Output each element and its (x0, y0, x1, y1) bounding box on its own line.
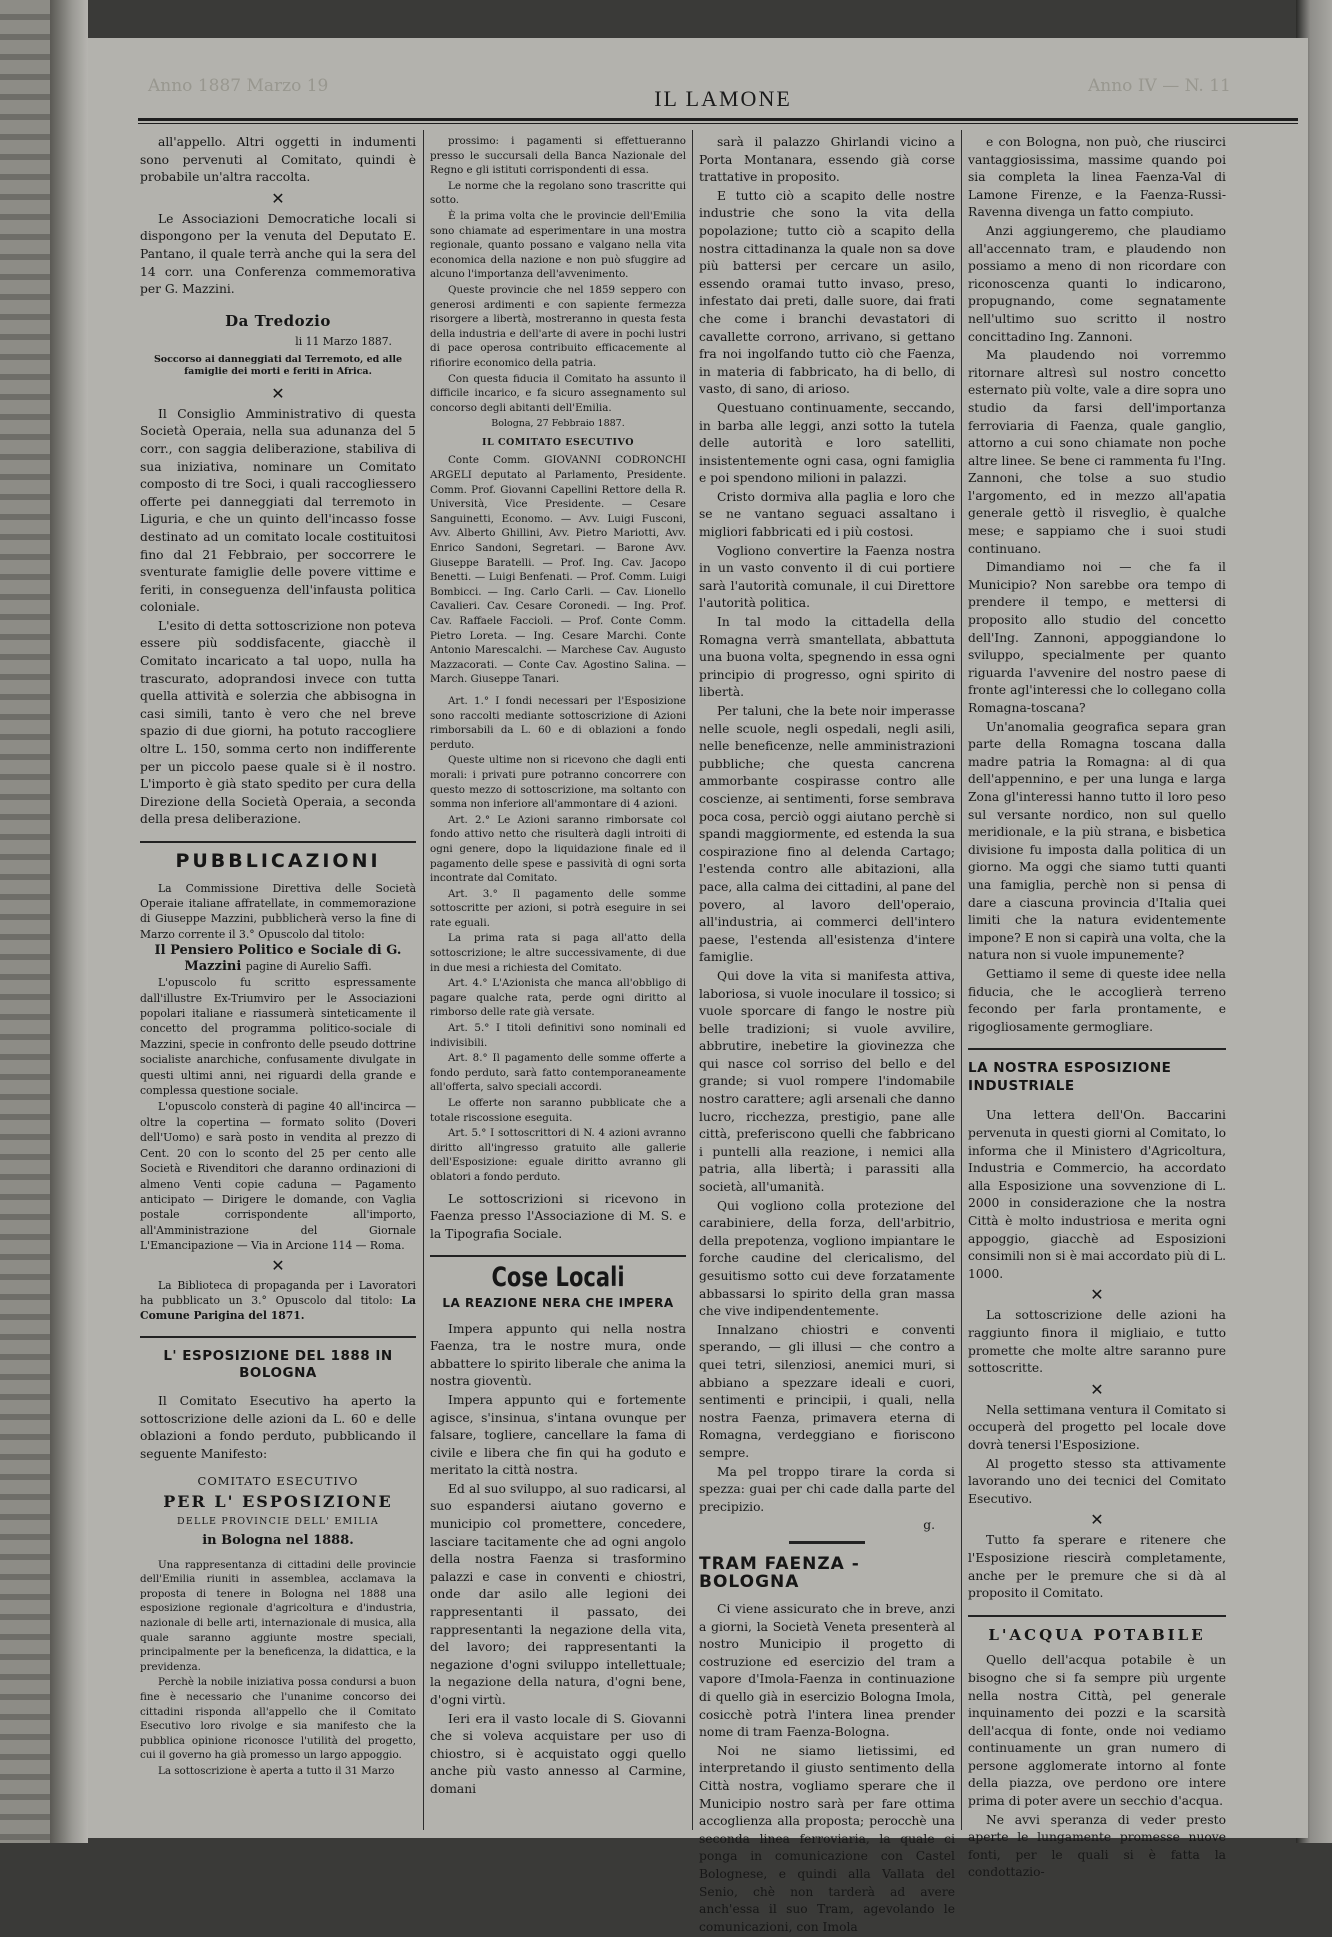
separator-cross: ✕ (1090, 1510, 1104, 1530)
article: La prima rata si paga all'atto della sottoscrizione; le altre successivamente, di due in due mesi a richiesta del Comitato. (430, 932, 686, 974)
paragraph: L'opuscolo fu scritto espressamente dall'illustre Ex-Triumviro per le Associazioni popolari italiane e riassumerà sinteticamente il concetto del programma politico-sociale di Mazzini, specie in confronto delle pseudo dottrine socialiste anarchiche, confusamente divulgate in questi ultimi anni, nei riguardi della grande e complessa questione sociale. (140, 976, 416, 1098)
paragraph: Noi ne siamo lietissimi, ed interpretando il giusto sentimento della Città nostra, vogliamo sperare che il Municipio nostro sarà per fare ottima accoglienza alla proposta; perocchè una seconda linea ferroviaria, la quale ci ponga in comunicazione con Castel Bolognese, e quindi alla Vallata del Senio, chè non tarderà ad avere anch'essa il suo Tram, agevolando le comunicazioni, con Imola (699, 1743, 955, 1934)
section-rule (968, 1048, 1226, 1050)
paragraph: Queste provincie che nel 1859 seppero con generosi ardimenti e con sapiente fermezza risorgere a libertà, mostreranno in questa festa della industria e dell'arte di avere in pochi lustri di pace operosa contribuito efficacemente al rifiorire economico della patria. (430, 283, 686, 369)
committee-heading: IL COMITATO ESECUTIVO (482, 436, 634, 448)
separator-cross: ✕ (1090, 1285, 1104, 1305)
book-spine (0, 0, 50, 1843)
paragraph: Il Consiglio Amministrativo di questa Società Operaia, nella sua adunanza del 5 corr., con saggia deliberazione, stabiliva di sua iniziativa, nominare un Comitato composto di tre Soci, i quali raccogliessero offerte pei danneggiati dal terremoto in Liguria, e che un quinto dell'incasso fosse destinato ad un comitato locale costituitosi fino dal 21 Febbraio, per soccorrere le sventurate famiglie delle povere vittime e feriti, in conseguenza dell'infausta politica coloniale. (140, 406, 416, 615)
article: Art. 2.° Le Azioni saranno rimborsate col fondo attivo netto che risulterà dagli introiti di ogni genere, dopo la liquidazione finale ed il pagamento delle spese e passività di ogni sorta incontrate dal Comitato. (430, 813, 686, 885)
section-rule (430, 1255, 686, 1257)
dateline: Bologna, 27 Febbraio 1887. (491, 418, 625, 430)
paragraph: Ne avvi speranza di veder presto aperte le lungamente promesse nuove fonti, per le quali si è fatta la condottazio- (968, 1812, 1226, 1880)
paragraph: Dimandiamo noi — che fa il Municipio? Non sarebbe ora tempo di prendere il tempo, e mettersi di proposito allo studio del concetto dell'Ing. Zannoni, appoggiandone lo sviluppo, specialmente per quanto riguarda l'avvenire del nostro paese di fronte agl'interessi che lo collegano colla Romagna-toscana? (968, 560, 1226, 715)
column-2 (430, 134, 686, 1800)
paragraph: Vogliono convertire la Faenza nostra in un vasto convento il di cui portiere sarà l'autorità comunale, il cui Direttore l'autorità politica. (699, 543, 955, 611)
column-divider-1 (423, 130, 424, 1830)
heading-tram: TRAM FAENZA - BOLOGNA (699, 1553, 860, 1592)
show-through-text-left: Anno 1887 Marzo 19 (148, 76, 329, 96)
article: Art. 4.° L'Azionista che manca all'obbligo di pagare qualche rata, perde ogni diritto al rimborso delle rate già versate. (430, 977, 686, 1019)
article: Art. 8.° Il pagamento delle somme offerte a fondo perduto, sarà fatto contemporaneamente all'offerta, salvo speciali accordi. (430, 1052, 686, 1094)
paragraph: L'opuscolo consterà di pagine 40 all'incirca — oltre la copertina — formato solito (Doveri dell'Uomo) e sarà posto in vendita al prezzo di Cent. 20 con lo sconto del 25 per cento alle Società e Rivenditori che daranno ordinazioni di almeno Venti copie caduna — Pagamento anticipato — Dirigere le domande, con Vaglia postale corrispondente all'importo, all'Amministrazione del Giornale L'Emancipazione — Via in Arcione 114 — Roma. (140, 1100, 416, 1253)
masthead-rule (138, 118, 1298, 121)
paragraph: La sottoscrizione delle azioni ha raggiunto finora il migliaio, e tutto promette che molte altre saranno pure sottoscritte. (968, 1308, 1226, 1376)
subheading: Soccorso ai danneggiati dal Terremoto, ed alle famiglie dei morti e feriti in Africa. (153, 353, 403, 377)
masthead-rule-thin (138, 123, 1298, 124)
paragraph: Nella settimana ventura il Comitato si occuperà del progetto pel locale dove dovrà tenersi l'Esposizione. (968, 1402, 1226, 1452)
paragraph: Le norme che la regolano sono trascritte qui sotto. (430, 179, 686, 207)
paragraph: È la prima volta che le provincie dell'Emilia sono chiamate ad esperimentare in una mostra regionale, quanto possano e valgano nella vita economica della nazione e non può sfuggire ad alcuno l'importanza dell'avvenimento. (430, 209, 686, 281)
heading-acqua-potabile: L'ACQUA POTABILE (988, 1625, 1206, 1644)
section-rule (968, 1615, 1226, 1617)
separator-cross: ✕ (271, 1255, 285, 1275)
show-through-text-right: Anno IV — N. 11 (1088, 76, 1231, 96)
separator-cross: ✕ (271, 383, 285, 403)
article: Queste ultime non si ricevono che dagli enti morali: i privati pure potranno concorrere con questo mezzo di sottoscrizione, ma soltanto con somma non inferiore all'ammontare di 4 azioni. (430, 754, 686, 811)
separator-cross: ✕ (1090, 1379, 1104, 1399)
manifesto-place: in Bologna nel 1888. (202, 1533, 354, 1549)
publication-title (140, 943, 416, 975)
paragraph: Tutto fa sperare e ritenere che l'Esposizione riescirà completamente, anche per le premure che si dà al proposito il Comitato. (968, 1533, 1226, 1601)
section-rule (140, 1336, 416, 1338)
page-gutter (50, 0, 88, 1843)
committee-members: Conte Comm. GIOVANNI CODRONCHI ARGELI deputato al Parlamento, Presidente. Comm. Prof. Giovanni Capellini Rettore della R. Università, Vice Presidente. — Cesare Sanguinetti, Economo. — Avv. Luigi Fusconi, Avv. Alberto Ghillini, Avv. Pietro Mariotti, Avv. Enrico Sandoni, Segretari. — Barone Avv. Giuseppe Baratelli. — Prof. Ing. Cav. Jacopo Benetti. — Luigi Benfenati. — Prof. Comm. Luigi Bombicci. — Ing. Carlo Carli. — Cav. Lionello Cavalieri. Cav. Cesare Coronedi. — Ing. Prof. Cav. Raffaele Faccioli. — Prof. Conte Comm. Pietro Loreta. — Ing. Cesare Marchi. Conte Antonio Marescalchi. — Marchese Cav. Augusto Mazzacorati. — Conte Cav. Agostino Salina. — March. Giuseppe Tanari. (430, 454, 686, 686)
paragraph: Con questa fiducia il Comitato ha assunto il difficile incarico, e fa sicuro assegnamento sul concorso degli abitanti dell'Emilia. (430, 372, 686, 414)
paragraph: Una rappresentanza di cittadini delle provincie dell'Emilia riuniti in assemblea, acclamava la proposta di tenere in Bologna nel 1888 una esposizione regionale d'agricoltura e d'industria, nazionale di belle arti, internazionale di musica, alla quale saranno aggiunte mostre speciali, principalmente per la beneficenza, la didattica, e la previdenza. (140, 1558, 416, 1673)
section-rule (789, 1541, 865, 1544)
paragraph: Per taluni, che la bete noir imperasse nelle scuole, negli ospedali, negli asili, nelle beneficenze, nelle amministrazioni pubbliche; che questa cancrena ammorbante cospirasse contro alle coscienze, ai sentimenti, forse sembrava poca cosa, perciò oggi aiutano perchè si spandi maggiormente, ed estenda la sua cospirazione fino al delenda Cartago; l'estenda contro alle abitazioni, alla pace, alla calma dei cittadini, al pane del povero, al lavoro dell'operaio, all'industria, ai commerci dell'intero paese, l'estenda all'esistenza d'intere famiglie. (699, 704, 955, 965)
paragraph: Le Associazioni Democratiche locali si dispongono per la venuta del Deputato E. Pantano, il quale terrà anche qui la sera del 14 corr. una Conferenza commemorativa per G. Mazzini. (140, 211, 416, 297)
paragraph: Qui dove la vita si manifesta attiva, laboriosa, si vuole inoculare il tossico; si vuole sporcare di fango le nostre più belle tradizioni; si vuole avvilire, abbrutire, inebetire la giovinezza che qui nasce col sorriso del bello e del grande; si vuol rompere l'indomabile nostro carattere; agli arsenali che danno lucro, ricchezza, prestigio, pane alle città, preferiscono quelli che fabbricano i puntelli alla reazione, i nemici alla patria, alla libertà; i parassiti alla società, all'umanità. (699, 968, 955, 1195)
paragraph: Il Comitato Esecutivo ha aperto la sottoscrizione delle azioni da L. 60 e delle oblazioni a fondo perduto, pubblicando il seguente Manifesto: (140, 1393, 416, 1461)
column-4 (968, 134, 1226, 1883)
newspaper-page (88, 38, 1308, 1934)
manifesto-subtitle: DELLE PROVINCIE DELL' EMILIA (177, 1515, 379, 1527)
section-rule (140, 841, 416, 843)
masthead: IL LAMONE (654, 86, 792, 111)
paragraph: In tal modo la cittadella della Romagna verrà smantellata, abbattuta una buona volta, spegnendo in essa ogni principio di progresso, ogni spirito di libertà. (699, 615, 955, 700)
paragraph: Una lettera dell'On. Baccarini pervenuta in questi giorni al Comitato, lo informa che il Ministero d'Agricoltura, Industria e Commercio, ha accordato alla Esposizione una sovvenzione di L. 2000 in considerazione che la nostra Città è molto industriosa e merita ogni appoggio, giacchè ad Esposizioni consimili non si è mai accordato più di L. 1000. (968, 1108, 1226, 1281)
manifesto-title: PER L' ESPOSIZIONE (163, 1491, 393, 1511)
article: Art. 5.° I sottoscrittori di N. 4 azioni avranno diritto all'ingresso gratuito alle gallerie dell'Esposizione: eguale diritto avranno gli oblatori a fondo perduto. (430, 1127, 686, 1183)
paragraph: e con Bologna, non può, che riuscirci vantaggiosissima, massime quando poi sia completa la linea Faenza-Val di Lamone Firenze, e la Faenza-Russi-Ravenna divenga un fatto compiuto. (968, 135, 1226, 220)
paragraph: La sottoscrizione è aperta a tutto il 31 Marzo (158, 1765, 395, 1777)
paragraph: Quello dell'acqua potabile è un bisogno che si fa sempre più urgente nella nostra Città, pel generale inquinamento dei pozzi e la scarsità dell'acqua di fonte, onde noi vediamo continuamente un gran numero di persone agglomerate intorno al fonte della piazza, ove perdono ore intere prima di poter avere un secchio d'acqua. (968, 1653, 1226, 1809)
paragraph: L'esito di detta sottoscrizione non poteva essere più soddisfacente, giacchè il Comitato incaricato a tal uopo, nulla ha trascurato, adoprandosi invece con tutta quella attività e solerzia che abbisogna in casi simili, tanto è vero che nel breve spazio di due giorni, ha potuto raccogliere oltre L. 150, somma certo non indifferente per un piccolo paese quale si è il nostro. L'importo è già stato spedito per cura della Direzione della Società Operaia, a seconda della presa deliberazione. (140, 618, 416, 827)
paragraph: Un'anomalia geografica separa gran parte della Romagna toscana dalla madre patria la Romagna: al di qua dell'appennino, e per una lunga e larga Zona gl'interessi hanno tutto il loro peso sul versante nordico, non sul quello meridionale, e la più strana, e bisbetica divisione fu imposta dalla politica di un giorno. Ma oggi che siamo tutti quanti una famiglia, perchè non si pensa di dare a ciascuna provincia d'Italia quei limiti che la natura evidentemente impone? E non si capirà una volta, che la natura non si vuole impunemente? (968, 719, 1226, 963)
article: Le offerte non saranno pubblicate che a totale riscossione eseguita. (430, 1097, 686, 1124)
heading-da-tredozio: Da Tredozio (225, 311, 331, 330)
paragraph: Innalzano chiostri e conventi sperando, — gli illusi — che contro a quei tetri, silenziosi, anemici muri, si abbiano a spezzare ideali e cuori, sentimenti e principii, i quali, nella nostra Faenza, primavera eterna di Romagna, verdeggiano e fioriscono sempre. (699, 1322, 955, 1460)
paragraph: Gettiamo il seme di queste idee nella fiducia, che le accoglierà terreno fecondo per farla prontamente, e rigogliosamente germogliare. (968, 966, 1226, 1034)
article: Art. 1.° I fondi necessari per l'Esposizione sono raccolti mediante sottoscrizione di Azioni rimborsabili da L. 60 e di oblazioni a fondo perduto. (430, 694, 686, 751)
paragraph: all'appello. Altri oggetti in indumenti sono pervenuti al Comitato, quindi è probabile un'altra raccolta. (140, 135, 416, 185)
publication-title-bold: La Comune Parigina del 1871. (140, 1293, 416, 1323)
paragraph: Ma pel troppo tirare la corda si spezza: guai per chi cade dalla parte del precipizio. (699, 1464, 955, 1514)
publication-author: pagine di Aurelio Saffi. (245, 960, 372, 974)
paragraph: Ci viene assicurato che in breve, anzi a giorni, la Società Veneta presenterà al nostro Municipio il progetto di costruzione ed esercizio del tram a vapore d'Imola-Faenza in continuazione di quello già in esercizio Bologna Imola, cosicchè potrà l'intera linea prender nome di tram Faenza-Bologna. (699, 1602, 955, 1740)
signature: g. (923, 1518, 935, 1533)
heading-cose-locali: Cose Locali (491, 1262, 625, 1294)
column-1 (140, 134, 416, 1780)
paragraph (140, 1278, 416, 1324)
paragraph: Al progetto stesso sta attivamente lavorando uno dei tecnici del Comitato Esecutivo. (968, 1456, 1226, 1506)
paragraph: Ieri era il vasto locale di S. Giovanni che si voleva acquistare per uso di chiostro, si è acquistato oggi quello anche più vasto annesso al Carmine, domani (430, 1711, 686, 1796)
heading-nostra-esposizione: LA NOSTRA ESPOSIZIONE INDUSTRIALE (968, 1060, 1172, 1094)
paragraph: Le sottoscrizioni si ricevono in Faenza presso l'Associazione di M. S. e la Tipografia Sociale. (430, 1191, 686, 1241)
paragraph: Cristo dormiva alla paglia e loro che se ne vantano seguaci assaltano i migliori fabbricati ed i più costosi. (699, 489, 955, 540)
paragraph: Qui vogliono colla protezione del carabiniere, della forza, dell'arbitrio, della prepotenza, vogliono impiantare le forche caudine del clericalismo, del gesuitismo sotto cui deve forzatamente abbassarsi lo spirito della gran massa che vive indipendentemente. (699, 1198, 955, 1319)
paragraph: sarà il palazzo Ghirlandi vicino a Porta Montanara, essendo già corse trattative in proposito. (699, 135, 955, 185)
dateline: li 11 Marzo 1887. (295, 335, 392, 349)
heading-esposizione-1888: L' ESPOSIZIONE DEL 1888 IN BOLOGNA (163, 1347, 393, 1382)
paragraph: prossimo: i pagamenti si effettueranno presso le succursali della Banca Nazionale del Regno e gli istituti corrispondenti di essa. (430, 135, 686, 177)
article: Art. 5.° I titoli definitivi sono nominali ed indivisibili. (430, 1022, 686, 1049)
column-divider-2 (692, 130, 693, 1830)
paragraph: Ma plaudendo noi vorremmo ritornare altresì sul nostro concetto esternato più volte, vale a dire sopra uno studio da farsi dell'importanza ferroviaria di Faenza, quale ganglio, attorno a cui sono chiamate non poche altre linee. Se bene ci rammenta fu l'Ing. Zannoni, che tolse a suo studio l'argomento, ed in mezzo all'apatia generale gettò il risveglio, è qualche mese; e sappiamo che i suoi studi continuano. (968, 348, 1226, 556)
paragraph: Questuano continuamente, seccando, in barba alle leggi, anzi sotto la tutela delle autorità e loro satelliti, insistentemente ogni casa, ogni famiglia e poi spendono milioni in palazzi. (699, 400, 955, 486)
separator-cross: ✕ (271, 188, 285, 208)
paragraph-text: La Biblioteca di propaganda per i Lavoratori ha pubblicato un 3.° Opuscolo dal titolo: (140, 1278, 416, 1307)
paragraph: Anzi aggiungeremo, che plaudiamo all'accennato tram, e plaudendo non possiamo a meno di non ricordare con riconoscenza quanti lo indicarono, propugnando, come segnatamente nell'ultimo suo scritto il nostro concittadino Ing. Zannoni. (968, 223, 1226, 344)
heading-reazione-nera: LA REAZIONE NERA CHE IMPERA (442, 1295, 674, 1310)
paragraph: Impera appunto qui e fortemente agisce, s'insinua, s'intana ovunque per falsare, togliere, cancellare la fama di civile e libera che fin qui ha goduto e meritato la città nostra. (430, 1392, 686, 1478)
paragraph: Impera appunto qui nella nostra Faenza, tra le nostre mura, onde abbattere lo spirito liberale che anima la nostra gioventù. (430, 1321, 686, 1389)
manifesto-header: COMITATO ESECUTIVO (197, 1474, 359, 1489)
paragraph: E tutto ciò a scapito delle nostre industrie che sono la vita della popolazione; tutto ciò a scapito della nostra cittadinanza la quale non sa dove più battersi per cercare un asilo, essendo oramai tutto invaso, preso, infestato dai preti, dalle suore, dai frati che come i branchi devastatori di cavallette corrono, arrivano, si gettano fra noi ingolfando tutto ciò che Faenza, in materia di fabbricato, ha di bello, di vasto, di sano, di arioso. (699, 188, 955, 397)
article: Art. 3.° Il pagamento delle somme sottoscritte per azioni, si potrà eseguire in sei rate eguali. (430, 887, 686, 929)
paragraph: Ed al suo sviluppo, al suo radicarsi, al suo espandersi aiutano governo e municipio col promettere, concedere, lasciare tacitamente che ad ogni angolo della nostra Faenza si trasformino palazzi e case in conventi e chiostri, onde dar asilo alle legioni dei rappresentanti il passato, dei rappresentanti la negazione della vita, del lavoro; dei rappresentanti la negazione d'ogni sviluppo intellettuale; la negazione della natura, d'ogni bene, d'ogni virtù. (430, 1481, 686, 1707)
paragraph: La Commissione Direttiva delle Società Operaie italiane affratellate, in commemorazione di Giuseppe Mazzini, pubblicherà verso la fine di Marzo corrente il 3.° Opuscolo dal titolo: (140, 881, 416, 941)
publication-title-text: Il Pensiero Politico e Sociale di G. Mazzini (154, 943, 402, 975)
paragraph: Perchè la nobile iniziativa possa condursi a buon fine è necessario che l'unanime concorso dei cittadini risponda all'appello che il Comitato Esecutivo loro rivolge e sia manifesto che la pubblica opinione riconosce l'utilità del progetto, cui il governo ha già promesso un largo appoggio. (140, 1676, 416, 1762)
heading-pubblicazioni: PUBBLICAZIONI (175, 850, 381, 872)
column-3 (699, 134, 955, 1937)
column-divider-3 (961, 130, 962, 1830)
